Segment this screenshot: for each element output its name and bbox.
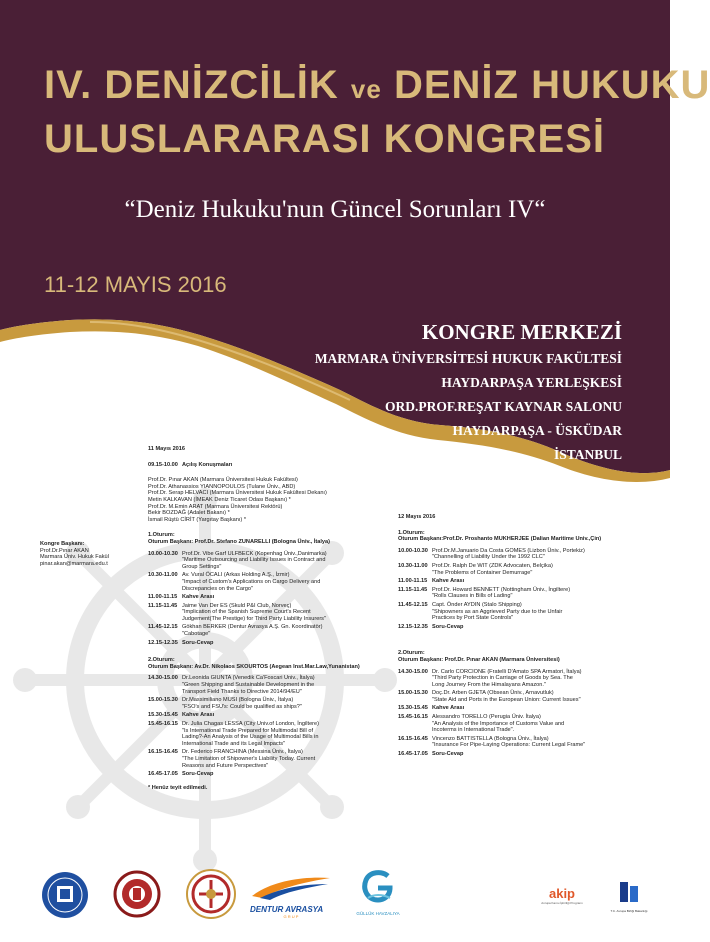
program-item-line: Soru-Cevap <box>432 623 464 630</box>
program-item-body <box>432 669 582 689</box>
dentur-avrasya-logo <box>250 874 332 920</box>
subtitle: “Deniz Hukuku'nun Güncel Sorunları IV“ <box>124 196 546 223</box>
title-line-1 <box>44 63 710 108</box>
program-item-body <box>432 548 585 561</box>
program-item-body <box>432 736 585 749</box>
program-item <box>148 712 363 719</box>
program-item-time: 16.45-17.05 <box>398 751 428 758</box>
opening-speaker: Prof.Dr. Athanassios YIANNOPOULOS (Tulane Üniv., ABD) <box>148 483 296 490</box>
program-item-line: Long Journey From the Himalayans Amazon." <box>432 681 546 688</box>
program-item <box>398 705 624 712</box>
day2-session1-items <box>398 548 624 633</box>
program-item-line: Group Settings" <box>182 563 222 570</box>
opening-time: 09.15-10.00 <box>148 461 178 468</box>
program-item-time: 11.00-11.15 <box>398 578 428 585</box>
venue-line: ORD.PROF.REŞAT KAYNAR SALONU <box>384 399 622 414</box>
program-item-body <box>182 594 214 601</box>
eu-ministry-name: T.C. Avrupa Birliği Bakanlığı <box>610 909 648 913</box>
program-item-time: 12.15-12.35 <box>398 623 428 630</box>
program-item <box>398 587 624 600</box>
program-item-body <box>182 712 214 719</box>
program-item-time: 16.15-16.45 <box>148 749 178 756</box>
title-part-a: IV. DENİZCİLİK <box>44 63 339 107</box>
program-item-line: "An Analysis of the Importance of Customs Value and <box>432 720 565 727</box>
day1-session1-chair: Oturum Başkanı: Prof.Dr. Stefano ZUNARELLI (Bologna Üniv., İtalya) <box>148 538 331 545</box>
program-item <box>398 602 624 622</box>
program-item <box>398 669 624 689</box>
opening-speaker: Prof.Dr. M.Emin ARAT (Marmara Üniversitesi Rektörü) <box>148 503 283 510</box>
program-item-line: "Third Party Protection in Carriage of Goods by Sea. The <box>432 675 573 682</box>
akip-tagline: Avrupa Kamu İşbirliği Programı <box>541 901 583 905</box>
program-item-line: "The Problems of Container Demurrage" <box>432 569 533 576</box>
unconfirmed-note: * Henüz teyit edilmedi. <box>148 784 208 791</box>
program-item-body <box>432 751 463 758</box>
program-item-line: Dr. Carlo CORCIONE (Fratelli D'Amato SPA Armatori, İtalya) <box>432 668 582 675</box>
program-item-body <box>182 624 322 637</box>
program-item-time: 15.30-15.45 <box>398 705 428 712</box>
program-item <box>148 572 363 592</box>
program-item-time: 15.45-16.15 <box>398 714 428 721</box>
program-item-line: Dr. Federico FRANCHINA (Messina Üniv., İtalya) <box>182 749 303 756</box>
program-item-line: Dr. Julia Chagas LESSA (City Univ.of London, İngiltere) <box>182 721 320 727</box>
program-item <box>148 697 363 710</box>
venue-heading: KONGRE MERKEZİ <box>421 320 622 344</box>
program-item-time: 11.15-11.45 <box>398 586 428 593</box>
dentur-group: G R U P <box>283 914 299 919</box>
venue-line: HAYDARPAŞA YERLEŞKESİ <box>441 375 622 390</box>
program-item-time: 10.30-11.00 <box>398 562 428 569</box>
program-item-line: Soru-Cevap <box>182 771 214 778</box>
opening-speaker: İsmail Rüştü CİRİT (Yargıtay Başkanı) * <box>148 516 247 523</box>
dentur-name: DENTUR AVRASYA <box>250 905 324 914</box>
program-item-time: 12.15-12.35 <box>148 639 178 646</box>
program-item-body <box>182 771 213 778</box>
program-item-body <box>182 551 327 571</box>
program-item-time: 15.45-16.15 <box>148 721 178 727</box>
venue-line: MARMARA ÜNİVERSİTESİ HUKUK FAKÜLTESİ <box>314 351 622 366</box>
program-item-line: Kahve Arası <box>182 594 215 601</box>
program-item-line: Vincenzo BATTISTELLA (Bologna Üniv., İtalya) <box>432 735 549 742</box>
program-item-line: Prof.Dr. Ralph De WIT (ZDK Advocaten, Belçika) <box>432 562 553 569</box>
program-item-body <box>432 563 553 576</box>
program-item-time: 14.30-15.00 <box>398 668 428 675</box>
dentur-swoosh-icon <box>250 874 332 900</box>
day2-session1-title: 1.Oturum: <box>398 529 425 536</box>
program-item-line: Soru-Cevap <box>182 639 214 646</box>
day2-session2-title: 2.Oturum: <box>398 650 425 657</box>
akip-logo <box>532 886 592 916</box>
president-email[interactable]: pinar.akan@marmara.edu.t <box>40 560 108 567</box>
day1-session2-title: 2.Oturum: <box>148 657 175 664</box>
program-item-line: "Impact of Custom's Applications on Cargo Delivery and <box>182 578 321 585</box>
program-item-body <box>432 578 464 585</box>
program-item <box>148 624 363 637</box>
program-item-line: Capt. Önder AYDIN (Stalo Shipping) <box>432 601 522 608</box>
program-item-line: "Cabotage" <box>182 631 211 638</box>
program-item <box>148 721 363 747</box>
day2-date: 12 Mayıs 2016 <box>398 514 436 520</box>
program-item-line: Prof.Dr. Howard BENNETT (Nottingham Üniv., İngiltere) <box>432 586 571 593</box>
day1-program <box>148 446 363 791</box>
program-item-time: 15.00-15.30 <box>148 697 178 704</box>
program-item-line: Discrepancies on the Cargo" <box>182 585 254 592</box>
president-label: Kongre Başkanı: <box>40 541 85 547</box>
program-item-time: 11.15-11.45 <box>148 602 178 609</box>
program-item-line: Jaime Van Der ES (Skuld P&I Club, Norveç) <box>182 602 292 609</box>
program-item-line: Alessandro TORELLO (Perugia Üniv. İtalya) <box>432 714 541 721</box>
program-item-line: Soru-Cevap <box>432 751 464 758</box>
program-item-line: Incoterms in International Trade". <box>432 727 515 734</box>
program-item-line: "The Limitation of Shipowner's Liability Today. Current <box>182 755 316 762</box>
eu-ministry-icon <box>618 880 640 904</box>
marmara-university-logo <box>40 870 90 920</box>
program-item <box>148 675 363 695</box>
president-affiliation: Marmara Üniv. Hukuk Fakül <box>40 554 109 561</box>
program-item-time: 10.30-11.00 <box>148 572 178 579</box>
faculty-seal-logo <box>113 870 161 918</box>
program-item-line: "Is International Trade Prepared for Multimodal Bill of <box>182 727 314 734</box>
program-item-line: Gökhan BERKER (Dentur Avrasya A.Ş. Gn. Koordinatör) <box>182 624 323 631</box>
program-item-time: 11.45-12.15 <box>398 601 428 608</box>
program-item-time: 14.30-15.00 <box>148 675 178 682</box>
program-item-line: Av. Vural ÖCALI (Arkas Holding A.Ş., İzmir) <box>182 572 290 579</box>
day1-session1-items <box>148 551 363 649</box>
program-item-body <box>182 640 213 647</box>
day1-session2-chair: Oturum Başkanı: Av.Dr. Nikolaos SKOURTOS (Aegean Inst.Mar.Law,Yunanistan) <box>148 663 360 670</box>
program-item-body <box>432 624 463 631</box>
gulluk-name: GÜLLÜK HAVZALIYA <box>356 911 400 916</box>
program-item-body <box>432 587 570 600</box>
program-item-line: Kahve Arası <box>432 578 465 585</box>
title-line-2: ULUSLARARASI KONGRESİ <box>44 117 606 161</box>
day1-session2-items <box>148 675 363 779</box>
program-item-line: "FSO's and FSU's: Could be qualified as ships?" <box>182 703 302 710</box>
opening-speaker: Bekir BOZDAĞ (Adalet Bakanı) * <box>148 510 230 517</box>
program-item-line: Reasons and Future Perspectives" <box>182 762 269 769</box>
program-item-line: Transport Field Thanks to Directive 2014/94/EU" <box>182 688 302 695</box>
program-item-body <box>182 697 302 710</box>
program-item-line: Practices by Port State Controls" <box>432 615 514 622</box>
program-item-body <box>182 572 320 592</box>
program-item-time: 11.45-12.15 <box>148 624 178 631</box>
day1-session1-title: 1.Oturum: <box>148 532 175 539</box>
event-dates: 11-12 MAYIS 2016 <box>44 272 227 297</box>
program-item <box>398 578 624 585</box>
day2-program <box>398 514 624 760</box>
program-item-body <box>432 714 564 734</box>
program-item-line: Doç.Dr. Arben GJETA (Obsean Üniv., Arnavutluk) <box>432 690 554 697</box>
program-item-line: "Green Shipping and Sustainable Development in the <box>182 682 315 689</box>
program-item-line: International Trade and its Legal Impacts" <box>182 740 286 747</box>
program-item-line: Kahve Arası <box>432 705 465 712</box>
program-item-time: 15.00-15.30 <box>398 690 428 697</box>
program-item-time: 16.45-17.05 <box>148 771 178 778</box>
president-name: Prof.Dr.Pınar AKAN <box>40 547 89 554</box>
opening-speaker: Metin KALKAVAN (İMEAK Deniz Ticaret Odası Başkanı) * <box>148 496 291 503</box>
program-item-time: 10.00-10.30 <box>148 550 178 557</box>
akip-name: akip <box>548 886 575 901</box>
program-item <box>148 594 363 601</box>
venue-line: HAYDARPAŞA - ÜSKÜDAR <box>452 423 622 438</box>
program-item <box>398 548 624 561</box>
program-item <box>148 640 363 647</box>
program-item-line: "Insurance For Pipe-Laying Operations: Current Legal Frame" <box>432 742 586 749</box>
day1-date: 11 Mayıs 2016 <box>148 446 186 452</box>
program-item-line: "Channelling of Liability Under the 1992 CLC" <box>432 554 545 561</box>
maritime-institute-logo <box>185 868 237 920</box>
eu-ministry-logo <box>604 880 654 920</box>
program-item-line: Dr.Leonida GIUNTA (Venedik Ca'Foscari Univ., İtalya) <box>182 675 315 682</box>
program-item-line: Lading?-An Analysis of the Usage of Multimodal Bills in <box>182 734 319 741</box>
venue-line: İSTANBUL <box>553 447 622 462</box>
program-item-line: Judgement(The Prestige) for Third Party Liability Insurers" <box>182 615 326 622</box>
program-item-body <box>182 749 315 769</box>
day2-session1-chair: Oturum Başkanı:Prof.Dr. Proshanto MUKHERJEE (Dalian Maritime Univ.,Çin) <box>398 536 602 543</box>
program-item-line: Prof.Dr. Vibe Garf ULFBECK (Kopenhag Üniv.,Danimarka) <box>182 550 327 557</box>
program-item-body <box>432 705 464 712</box>
program-item-line: "Implication of the Spanish Supreme Court's Recent <box>182 609 311 616</box>
program-item-body <box>182 603 326 623</box>
program-item-line: Prof.Dr.M.Januario Da Costa GOMES (Lizbon Üniv., Portekiz) <box>432 547 585 554</box>
program-item <box>148 771 363 778</box>
program-item <box>148 603 363 623</box>
program-item-line: "Rolls Clauses in Bills of Lading" <box>432 593 513 600</box>
congress-president <box>40 541 109 567</box>
opening-label: Açılış Konuşmaları <box>182 461 233 468</box>
program-item-body <box>182 675 315 695</box>
program-item <box>398 714 624 734</box>
program-item-line: Dr.Massimiliano MUSI (Bologna Üniv., İtalya) <box>182 697 294 704</box>
program-item <box>148 551 363 571</box>
title-part-b: DENİZ HUKUKU <box>393 63 710 107</box>
gulluk-logo <box>348 868 408 922</box>
opening-speaker: Prof.Dr. Pınar AKAN (Marmara Üniversitesi Hukuk Fakültesi) <box>148 477 298 484</box>
day2-session2-items <box>398 669 624 760</box>
sponsor-logos <box>0 860 670 930</box>
program-item-time: 11.00-11.15 <box>148 594 178 601</box>
opening-speakers <box>148 477 363 523</box>
program-item <box>398 736 624 749</box>
day2-session2-chair: Oturum Başkanı: Prof.Dr. Pınar AKAN (Marmara Üniversitesi) <box>398 656 560 663</box>
venue-block <box>315 320 622 467</box>
program-item <box>398 624 624 631</box>
program-item-time: 10.00-10.30 <box>398 547 428 554</box>
program-item-line: "Maritime Outsourcing and Liability Issues in Contract and <box>182 557 326 564</box>
program-item-body <box>432 690 581 703</box>
program-item <box>148 749 363 769</box>
program-item-time: 15.30-15.45 <box>148 712 178 719</box>
program-item-body <box>182 721 319 747</box>
title-ve: ve <box>350 74 382 104</box>
program-item <box>398 751 624 758</box>
program-item-line: "State Aid and Ports in the European Union: Current Issues" <box>432 696 581 703</box>
program-item-time: 16.15-16.45 <box>398 735 428 742</box>
program-item-body <box>432 602 562 622</box>
opening-speaker: Prof.Dr. Serap HELVACI (Marmara Üniversitesi Hukuk Fakültesi Dekanı) <box>148 490 327 497</box>
program-item <box>398 563 624 576</box>
gulluk-g-icon <box>358 868 398 906</box>
opening-row <box>148 462 363 469</box>
program-item-line: "Shipowners as an Aggrieved Party due to the Unfair <box>432 608 563 615</box>
program-item <box>398 690 624 703</box>
program-item-line: Kahve Arası <box>182 712 215 719</box>
